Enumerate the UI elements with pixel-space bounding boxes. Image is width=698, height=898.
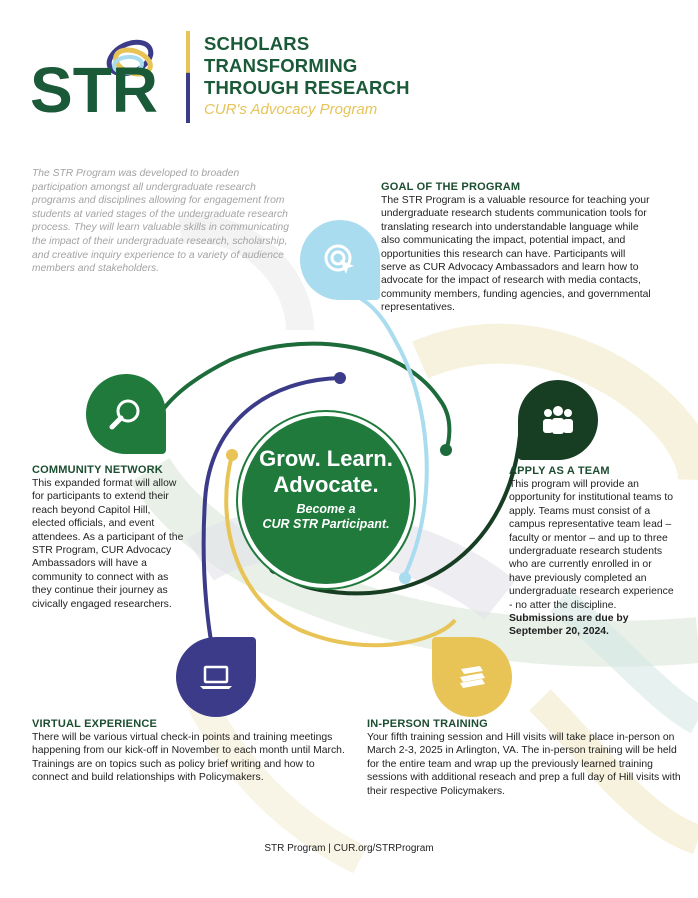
header-title — [204, 33, 464, 99]
center-circle — [238, 412, 414, 588]
header-divider — [186, 31, 190, 123]
apply-body-text: This program will provide an opportunity for institutional teams to apply. Teams must consist of a campus representative team lead – faculty or mentor – and up to three undergraduate research students who are currently enrolled in or have previously completed an undergraduate research experience - no atter the discipline. — [509, 479, 674, 611]
str-logo — [30, 30, 180, 120]
center-subline-line-2: CUR STR Participant. — [262, 517, 390, 531]
books-icon — [452, 657, 492, 697]
inperson-body: Your fifth training session and Hill visits will take place in-person on March 2-3, 2025 in Arlington, VA. The in-person training will be held for the entire team and wrap up the previously learned training sessions with additional reseach and prep a full day of Hill visits with their respective Policymakers. — [367, 732, 681, 797]
center-headline-line-1: Grow. Learn. — [259, 446, 393, 471]
center-headline-line-2: Advocate. — [273, 472, 379, 497]
center-headline — [242, 446, 410, 498]
apply-icon-bubble — [518, 380, 598, 460]
footer: STR Program | CUR.org/STRProgram — [264, 843, 434, 854]
center-subline-line-1: Become a — [296, 502, 356, 516]
team-icon — [538, 400, 578, 440]
center-subline — [242, 502, 410, 532]
header-subtitle: CUR's Advocacy Program — [204, 101, 378, 118]
logo-text: STR — [30, 54, 158, 120]
community-body: This expanded format will allow for participants to extend their reach beyond Capitol Hill, elected officials, and event attendees. As a participant of the STR Program, CUR Advocacy Ambassadors will have a community to connect with as they continue their journey as civically engaged researchers. — [32, 478, 184, 610]
apply-title: APPLY AS A TEAM — [509, 465, 610, 477]
inperson-title: IN-PERSON TRAINING — [367, 718, 488, 730]
goal-title: GOAL OF THE PROGRAM — [381, 181, 521, 193]
community-title: COMMUNITY NETWORK — [32, 464, 163, 476]
apply-body — [509, 478, 674, 639]
apply-deadline: Submissions are due by September 20, 2024. — [509, 613, 629, 638]
magnifier-icon — [106, 394, 146, 434]
goal-body: The STR Program is a valuable resource for teaching your undergraduate research students communication tools for translating research into understandable language while also communicating the impact, potential impact, and opportunities this research can have. Participants will serve as CUR Advocacy Ambassadors and learn how to advocate for the impact of research with media contacts, community members, funding agencies, and governmental representatives. — [381, 195, 651, 314]
virtual-icon-bubble — [176, 637, 256, 717]
goal-icon-bubble — [300, 220, 380, 300]
header-title-line-2: TRANSFORMING — [204, 55, 358, 76]
community-icon-bubble — [86, 374, 166, 454]
laptop-icon — [196, 657, 236, 697]
virtual-body: There will be various virtual check-in points and training meetings happening from our kick-off in November to each month until March. Trainings are on topics such as policy brief writing and how to connect and build relationships with Policymakers. — [32, 732, 345, 784]
header-title-line-1: SCHOLARS — [204, 33, 310, 54]
virtual-title: VIRTUAL EXPERIENCE — [32, 718, 158, 730]
header-title-line-3: THROUGH RESEARCH — [204, 77, 410, 98]
target-click-icon — [320, 240, 360, 280]
intro-text: The STR Program was developed to broaden participation amongst all undergraduate research programs and disciplines allowing for engagement from students at varied stages of the undergraduate research process. They will learn valuable skills in communicating the impact of their undergraduate research, scholarship, and creative inquiry experience to a variety of audience members and stakeholders. — [32, 168, 289, 275]
inperson-icon-bubble — [432, 637, 512, 717]
